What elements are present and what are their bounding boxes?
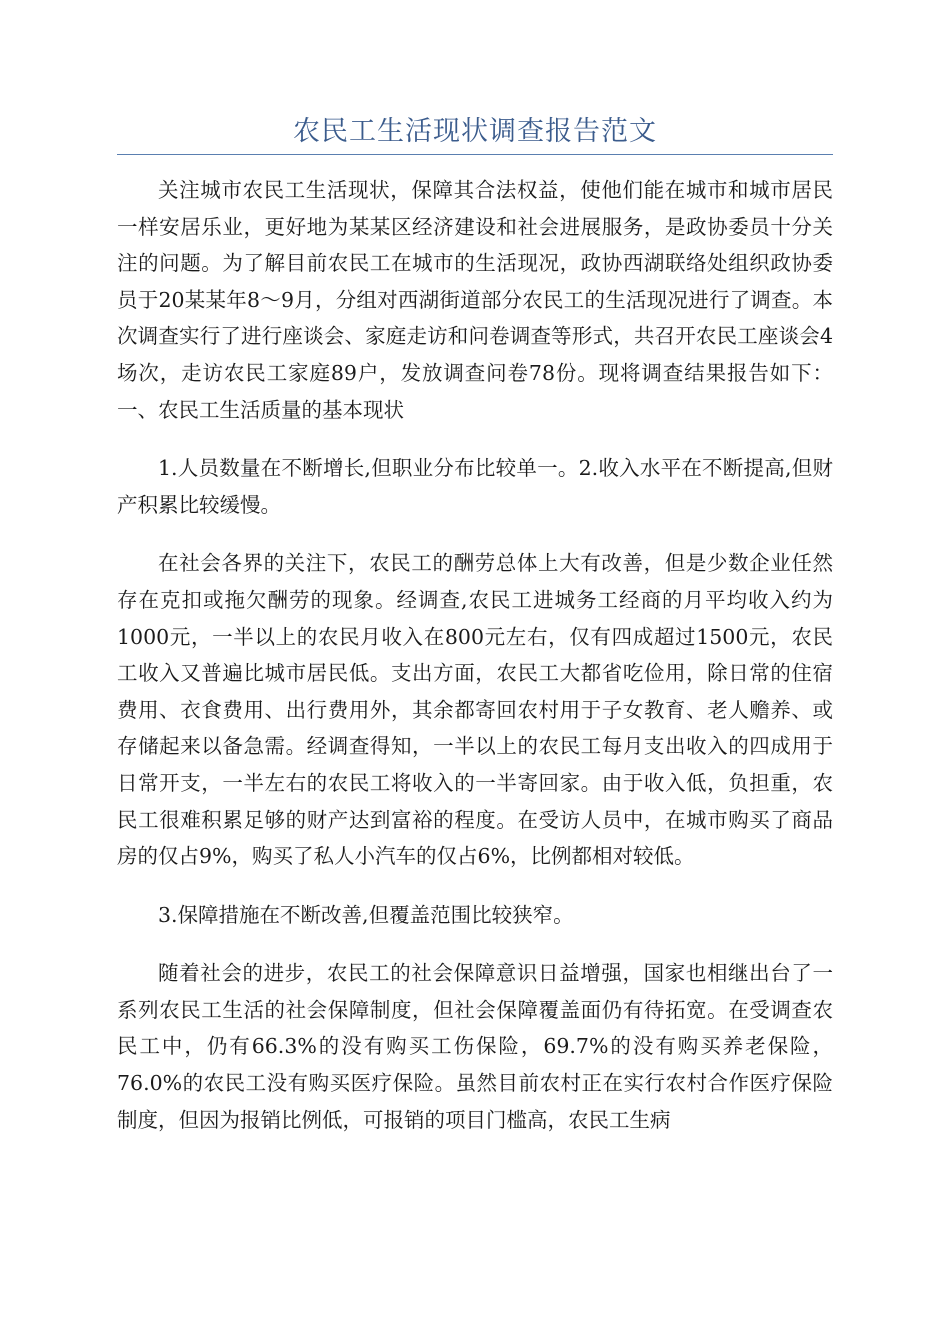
title-underline [117,154,833,155]
paragraph-point-3: 3.保障措施在不断改善,但覆盖范围比较狭窄。 [158,902,574,927]
document-title: 农民工生活现状调查报告范文 [293,116,657,147]
paragraph-intro: 关注城市农民工生活现状，保障其合法权益，使他们能在城市和城市居民一样安居乐业，更好地为某某区经济建设和社会进展服务，是政协委员十分关注的问题。为了解目前农民工在城市的生活现况，政协西湖联络处组织政协委员于20某某年8～9月，分组对西湖街道部分农民工的生活现况进行了调查。本次调查实行了进行座谈会、家庭走访和问卷调查等形式，共召开农民工座谈会4场次，走访农民工家庭89户，发放调查问卷78份。现将调查结果报告如下：一、农民工生活质量的基本现状 [117,178,833,422]
paragraph-points-1-2: 1.人员数量在不断增长,但职业分布比较单一。2.收入水平在不断提高,但财产积累比较缓慢。 [117,456,833,517]
document-body [117,172,833,1160]
paragraph-income: 在社会各界的关注下，农民工的酬劳总体上大有改善，但是少数企业任然存在克扣或拖欠酬劳的现象。经调查,农民工进城务工经商的月平均收入约为1000元，一半以上的农民月收入在800元左右，仅有四成超过1500元，农民工收入又普遍比城市居民低。支出方面，农民工大都省吃俭用，除日常的住宿费用、衣食费用、出行费用外，其余都寄回农村用于子女教育、老人赡养、或存储起来以备急需。经调查得知，一半以上的农民工每月支出收入的四成用于日常开支，一半左右的农民工将收入的一半寄回家。由于收入低，负担重，农民工很难积累足够的财产达到富裕的程度。在受访人员中，在城市购买了商品房的仅占9%，购买了私人小汽车的仅占6%，比例都相对较低。 [117,551,833,869]
paragraph-social-security: 随着社会的进步，农民工的社会保障意识日益增强，国家也相继出台了一系列农民工生活的社会保障制度，但社会保障覆盖面仍有待拓宽。在受调查农民工中，仍有66.3%的没有购买工伤保险，69.7%的没有购买养老保险，76.0%的农民工没有购买医疗保险。虽然目前农村正在实行农村合作医疗保险制度，但因为报销比例低，可报销的项目门槛高，农民工生病 [117,961,833,1132]
